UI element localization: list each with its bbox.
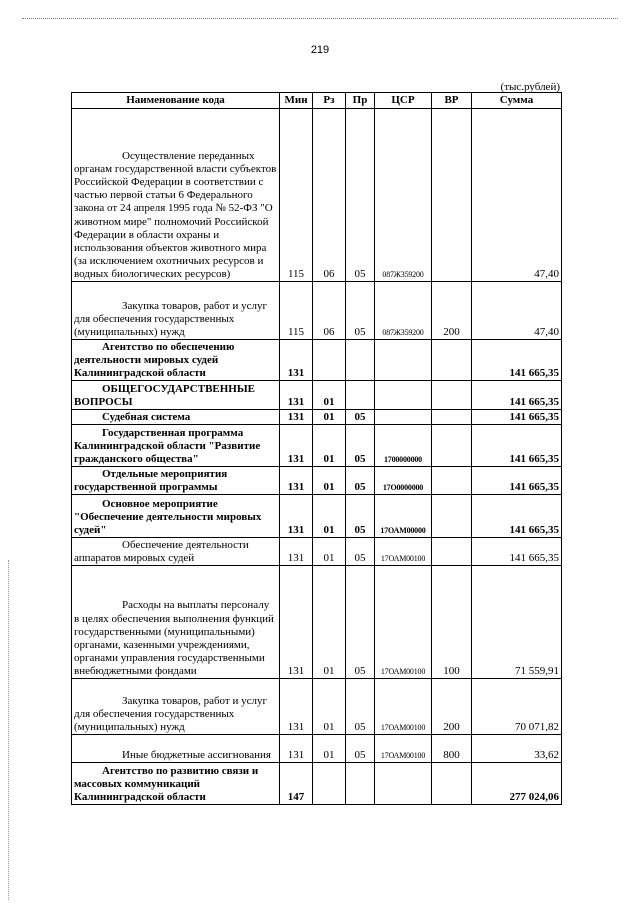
row-csr: 087Ж359200 xyxy=(375,109,432,282)
row-rz: 06 xyxy=(313,282,346,340)
row-sum: 141 665,35 xyxy=(472,425,562,467)
table-row xyxy=(72,425,562,467)
row-sum: 141 665,35 xyxy=(472,340,562,381)
row-min: 131 xyxy=(280,340,313,381)
table-row xyxy=(72,679,562,735)
row-vr xyxy=(432,381,472,410)
row-vr xyxy=(432,340,472,381)
row-min: 131 xyxy=(280,381,313,410)
row-name: ОБЩЕГОСУДАРСТВЕННЫЕ ВОПРОСЫ xyxy=(72,381,280,410)
row-csr xyxy=(375,381,432,410)
row-vr: 100 xyxy=(432,566,472,679)
row-min: 131 xyxy=(280,538,313,566)
row-vr xyxy=(432,495,472,538)
table-row xyxy=(72,381,562,410)
page-number: 219 xyxy=(310,44,330,56)
table-row xyxy=(72,467,562,495)
row-pr: 05 xyxy=(346,425,375,467)
header-sum: Сумма xyxy=(472,93,562,109)
row-rz: 01 xyxy=(313,425,346,467)
row-name: Судебная система xyxy=(72,410,280,425)
row-name: Отдельные мероприятия государственной программы xyxy=(72,467,280,495)
row-name: Агентство по обеспечению деятельности мировых судей Калининградской области xyxy=(72,340,280,381)
row-vr xyxy=(432,410,472,425)
row-sum: 141 665,35 xyxy=(472,381,562,410)
row-vr: 200 xyxy=(432,282,472,340)
row-rz: 06 xyxy=(313,109,346,282)
row-rz: 01 xyxy=(313,381,346,410)
row-rz xyxy=(313,340,346,381)
table-row xyxy=(72,410,562,425)
table-row xyxy=(72,566,562,679)
row-csr xyxy=(375,763,432,805)
row-min: 131 xyxy=(280,679,313,735)
header-name: Наименование кода xyxy=(72,93,280,109)
row-csr: 1700000000 xyxy=(375,425,432,467)
row-vr xyxy=(432,425,472,467)
header-rz: Рз xyxy=(313,93,346,109)
row-min: 115 xyxy=(280,109,313,282)
row-pr: 05 xyxy=(346,282,375,340)
row-pr: 05 xyxy=(346,566,375,679)
row-pr: 05 xyxy=(346,679,375,735)
row-rz: 01 xyxy=(313,410,346,425)
row-sum: 33,62 xyxy=(472,735,562,763)
row-min: 131 xyxy=(280,735,313,763)
units-label: (тыс.рублей) xyxy=(500,81,560,93)
row-min: 131 xyxy=(280,410,313,425)
table-row xyxy=(72,538,562,566)
row-rz xyxy=(313,763,346,805)
row-name: Агентство по развитию связи и массовых коммуникаций Калининградской области xyxy=(72,763,280,805)
row-min: 131 xyxy=(280,425,313,467)
table-row xyxy=(72,735,562,763)
table-row xyxy=(72,495,562,538)
left-margin-marks xyxy=(8,560,9,900)
row-sum: 47,40 xyxy=(472,282,562,340)
row-pr: 05 xyxy=(346,467,375,495)
row-name: Расходы на выплаты персоналу в целях обеспечения выполнения функций государственными (муниципальными) органами, казенными учреждениями, органами управления государственными внебюджетными фондами xyxy=(72,566,280,679)
row-name: Основное мероприятие "Обеспечение деятельности мировых судей" xyxy=(72,495,280,538)
row-min: 131 xyxy=(280,495,313,538)
row-vr xyxy=(432,467,472,495)
row-rz: 01 xyxy=(313,735,346,763)
row-csr: 17ОАМ00100 xyxy=(375,679,432,735)
row-csr: 17ОАМ00000 xyxy=(375,495,432,538)
header-pr: Пр xyxy=(346,93,375,109)
row-csr: 17О0000000 xyxy=(375,467,432,495)
row-csr: 17ОАМ00100 xyxy=(375,735,432,763)
row-csr xyxy=(375,410,432,425)
row-csr: 087Ж359200 xyxy=(375,282,432,340)
row-pr xyxy=(346,763,375,805)
row-pr: 05 xyxy=(346,109,375,282)
row-name: Закупка товаров, работ и услуг для обеспечения государственных (муниципальных) нужд xyxy=(72,679,280,735)
row-sum: 141 665,35 xyxy=(472,410,562,425)
row-min: 131 xyxy=(280,566,313,679)
table-row xyxy=(72,282,562,340)
budget-table xyxy=(71,92,562,805)
row-pr xyxy=(346,340,375,381)
row-min: 131 xyxy=(280,467,313,495)
table-row xyxy=(72,763,562,805)
row-sum: 47,40 xyxy=(472,109,562,282)
row-name: Государственная программа Калининградской области "Развитие гражданского общества" xyxy=(72,425,280,467)
row-pr: 05 xyxy=(346,495,375,538)
header-vr: ВР xyxy=(432,93,472,109)
row-rz: 01 xyxy=(313,538,346,566)
row-min: 147 xyxy=(280,763,313,805)
row-vr xyxy=(432,109,472,282)
row-vr xyxy=(432,763,472,805)
table-header-row xyxy=(72,93,562,109)
table-row xyxy=(72,340,562,381)
row-vr xyxy=(432,538,472,566)
row-vr: 200 xyxy=(432,679,472,735)
row-sum: 71 559,91 xyxy=(472,566,562,679)
row-rz: 01 xyxy=(313,679,346,735)
row-rz: 01 xyxy=(313,467,346,495)
row-sum: 70 071,82 xyxy=(472,679,562,735)
row-csr xyxy=(375,340,432,381)
row-name: Обеспечение деятельности аппаратов мировых судей xyxy=(72,538,280,566)
row-pr xyxy=(346,381,375,410)
row-name: Иные бюджетные ассигнования xyxy=(72,735,280,763)
row-sum: 141 665,35 xyxy=(472,467,562,495)
row-rz: 01 xyxy=(313,566,346,679)
row-vr: 800 xyxy=(432,735,472,763)
row-name: Закупка товаров, работ и услуг для обеспечения государственных (муниципальных) нужд xyxy=(72,282,280,340)
row-sum: 141 665,35 xyxy=(472,495,562,538)
row-csr: 17ОАМ00100 xyxy=(375,566,432,679)
row-name: Осуществление переданных органам государственной власти субъектов Российской Федерации в соответствии с частью первой статьи 6 Федерального закона от 24 апреля 1995 года № 52-ФЗ "О животном мире" полномочий Российской Федерации в области охраны и использования объектов животного мира (за исключением охотничьих ресурсов и водных биологических ресурсов) xyxy=(72,109,280,282)
row-pr: 05 xyxy=(346,538,375,566)
row-sum: 141 665,35 xyxy=(472,538,562,566)
table-row xyxy=(72,109,562,282)
row-rz: 01 xyxy=(313,495,346,538)
row-csr: 17ОАМ00100 xyxy=(375,538,432,566)
row-pr: 05 xyxy=(346,410,375,425)
row-sum: 277 024,06 xyxy=(472,763,562,805)
top-dotted-rule xyxy=(22,18,618,19)
header-csr: ЦСР xyxy=(375,93,432,109)
row-min: 115 xyxy=(280,282,313,340)
header-min: Мин xyxy=(280,93,313,109)
row-pr: 05 xyxy=(346,735,375,763)
